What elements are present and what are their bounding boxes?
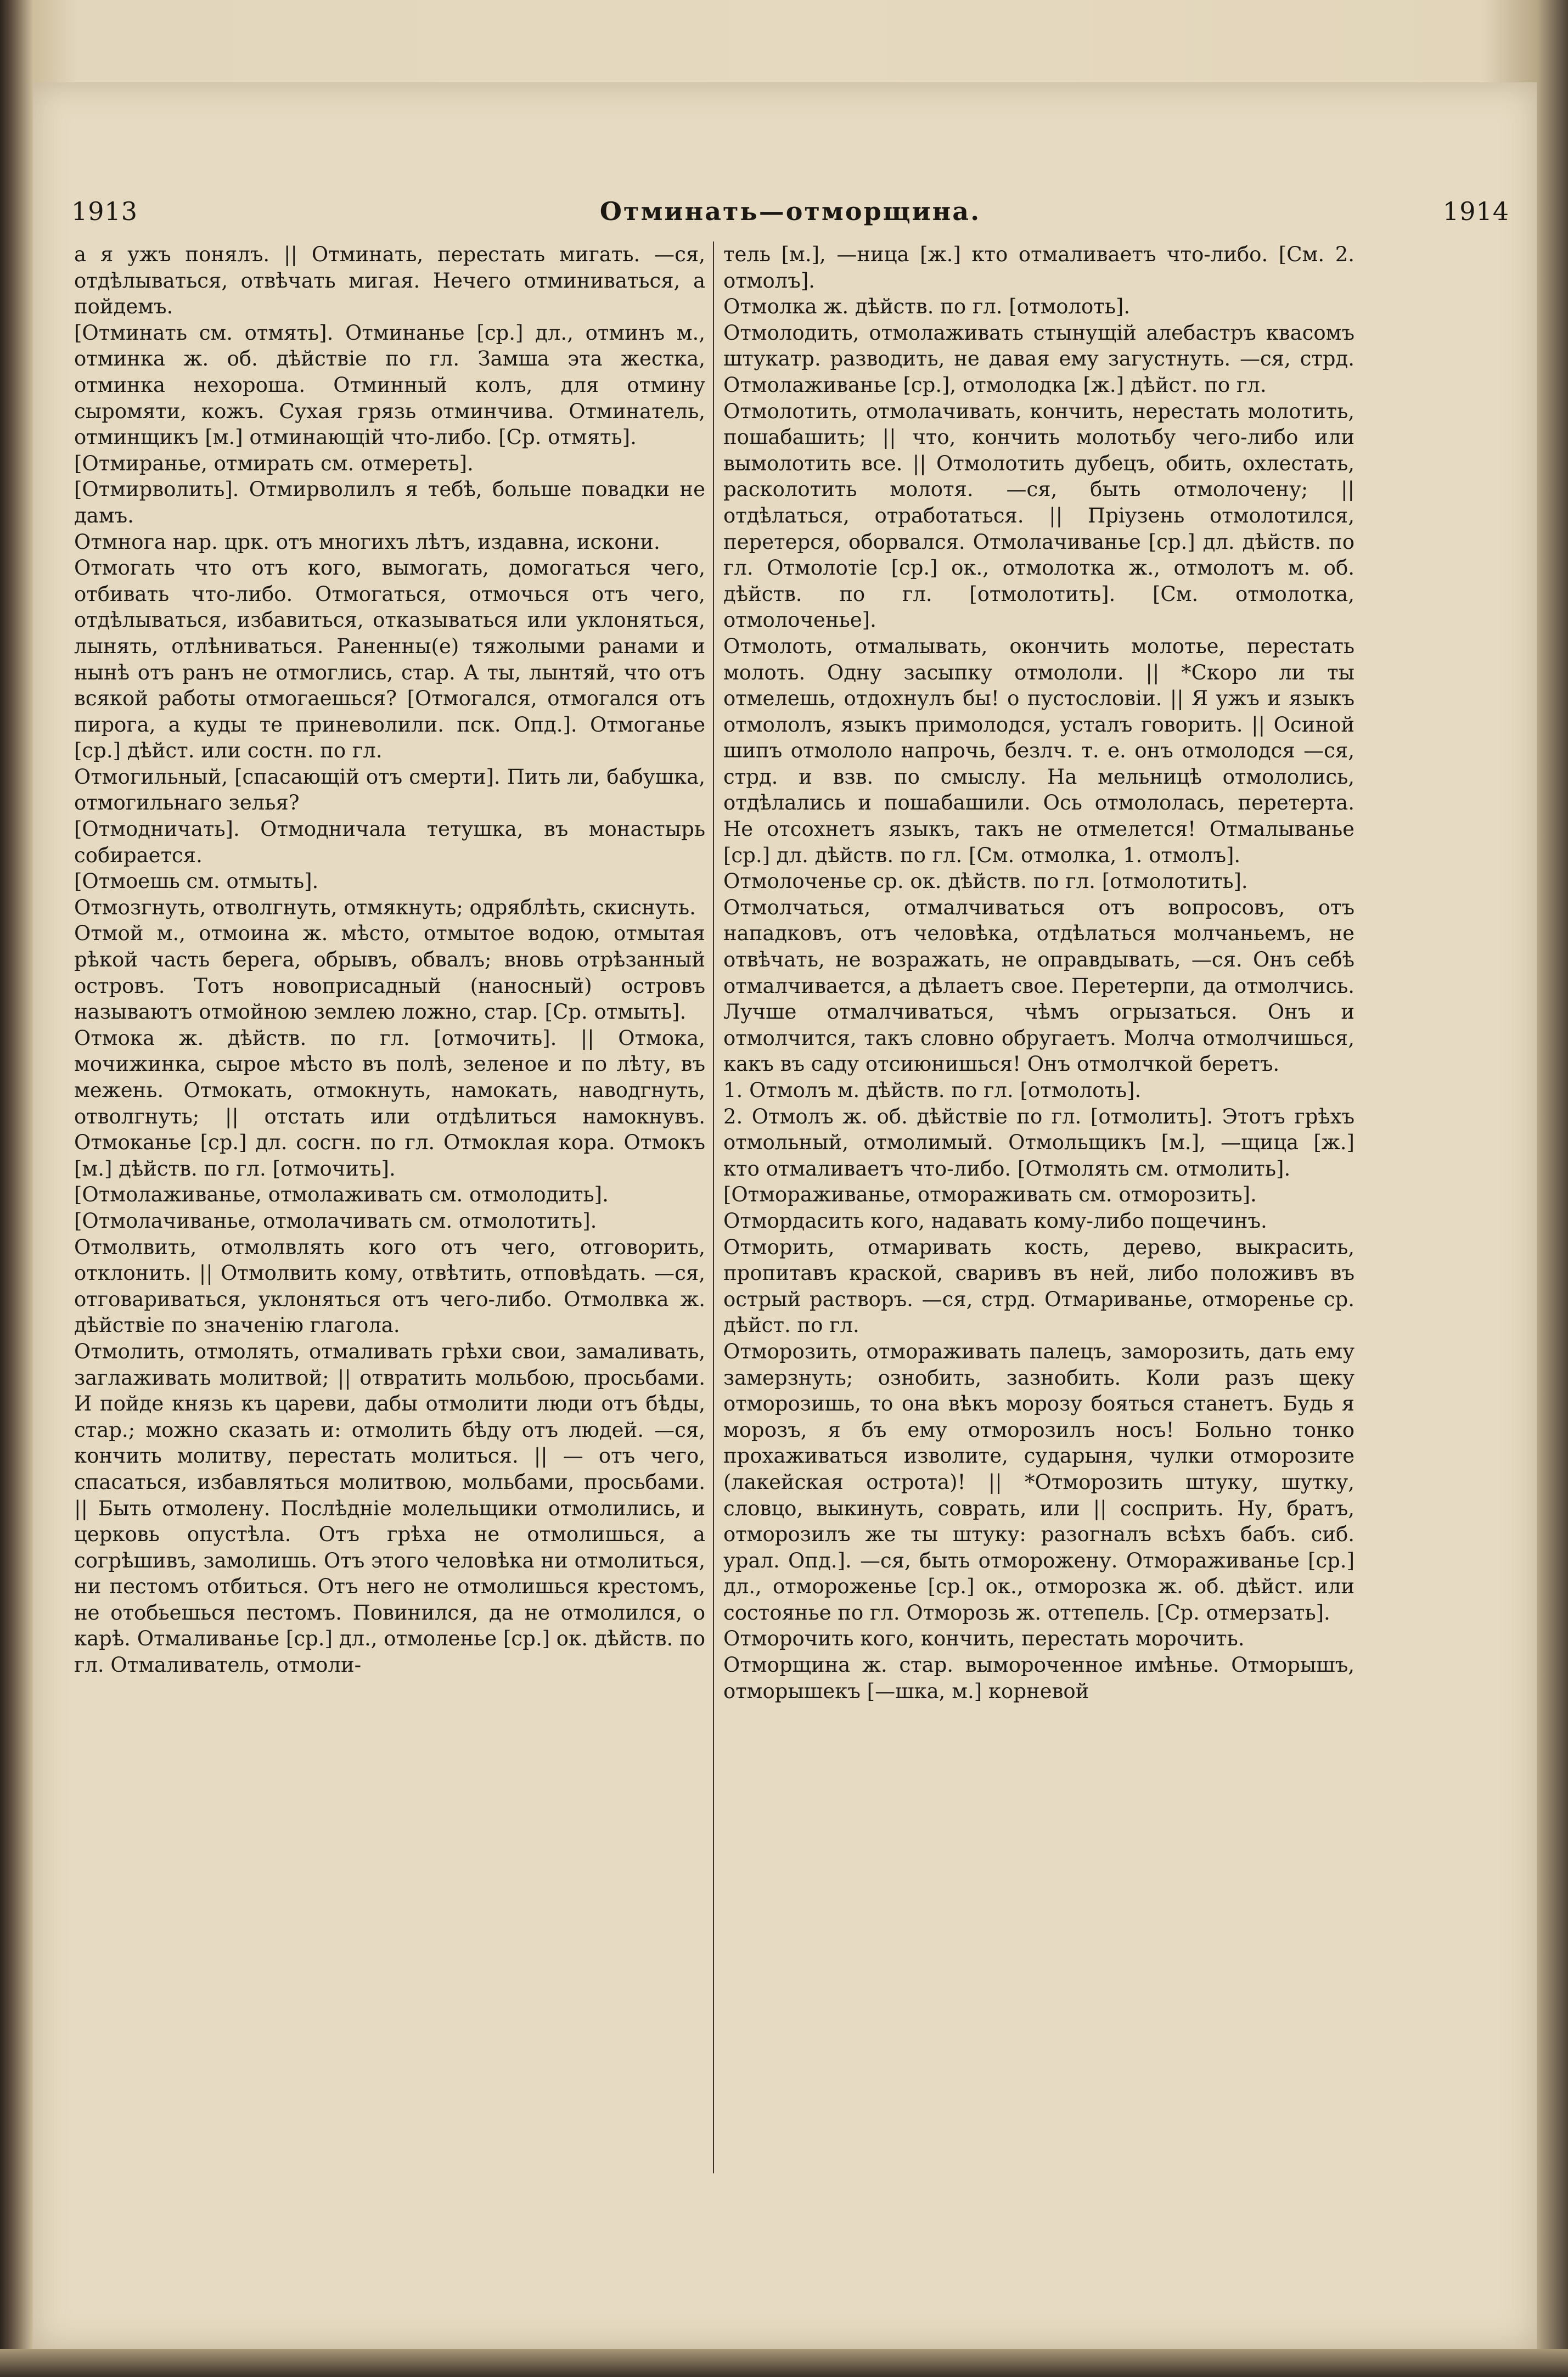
running-title: Отминать—отморщина. (599, 196, 981, 226)
entry: [Отмирволить]. Отмирволилъ я тебѣ, больше повадки не дамъ. (74, 477, 705, 527)
entry: Отмнога нар. црк. отъ многихъ лѣтъ, издавна, искони. (74, 530, 660, 554)
left-column (74, 241, 705, 2173)
entry: Отмолчаться, отмалчиваться отъ вопросовъ, отъ нападковъ, отъ человѣка, отдѣлаться молчаньемъ, не отвѣчать, не возражать, не оправдывать, —ся. Онъ себѣ отмалчивается, а дѣлаетъ свое. Перетерпи, да отмолчись. Лучше отмалчиваться, чѣмъ огрызаться. Онъ и отмолчится, такъ словно обругаетъ. Молча отмолчишься, какъ въ саду отсиюнишься! Онъ отмолчкой беретъ. (723, 895, 1355, 1076)
book-edge (0, 2349, 1568, 2377)
entry: [Отмолачиванье, отмолачивать см. отмолотить]. (74, 1209, 597, 1233)
entry: Отмолотить, отмолачивать, кончить, нерестать молотить, пошабашить; || что, кончить молотьбу чего-либо или вымолотить все. || Отмолотить дубецъ, обить, охлестать, расколотить молотя. —ся, быть отмолочену; || отдѣлаться, отработаться. || Пріузень отмолотился, перетерся, оборвался. Отмолачиванье [ср.] дл. дѣйств. по гл. Отмолотіе [ср.] ок., отмолотка ж., отмолотъ м. об. дѣйств. по гл. [отмолотить]. [См. отмолотка, отмолоченье]. (723, 399, 1355, 632)
entry: тель [м.], —ница [ж.] кто отмаливаетъ что-либо. [См. 2. отмолъ]. (723, 243, 1355, 293)
entry: 1. Отмолъ м. дѣйств. по гл. [отмолоть]. (723, 1078, 1142, 1102)
page-number-left: 1913 (71, 196, 138, 226)
entry: Отморозить, отмораживать палецъ, заморозить, дать ему замерзнуть; ознобить, зазнобить. Коли разъ щеку отморозишь, то она вѣкъ морозу бояться станетъ. Будь я морозъ, я бъ ему отморозилъ носъ! Больно тонко прохаживаться изволите, сударыня, чулки отморозите (лакейская острота)! || *Отморозить штуку, шутку, словцо, выкинуть, соврать, или || сосприть. Ну, братъ, отморозилъ же ты штуку: разогналъ всѣхъ бабъ. сиб. урал. Опд.]. —ся, быть отморожену. Отмораживанье [ср.] дл., отмороженье [ср.] ок., отморозка ж. об. дѣйст. или состоянье по гл. Отморозь ж. оттепель. [Ср. отмерзать]. (723, 1339, 1355, 1625)
entry: Отмолоть, отмалывать, окончить молотье, перестать молоть. Одну засыпку отмололи. || *Скоро ли ты отмелешь, отдохнулъ бы! о пустословіи. || Я ужъ и языкъ отмололъ, языкъ примолодся, усталъ говорить. || Осиной шипъ отмололо напрочь, безлч. т. е. онъ отмолодся —ся, стрд. и взв. по смыслу. На мельницѣ отмололись, отдѣлались и пошабашили. Ось отмололась, перетерта. Не отсохнетъ языкъ, такъ не отмелется! Отмалыванье [ср.] дл. дѣйств. по гл. [См. отмолка, 1. отмолъ]. (723, 634, 1355, 867)
entry: Отмолодить, отмолаживать стынущій алебастръ квасомъ штукатр. разводить, не давая ему загустнуть. —ся, стрд. Отмолаживанье [ср.], отмолодка [ж.] дѣйст. по гл. (723, 321, 1355, 397)
entry: [Отмораживанье, отмораживать см. отморозить]. (723, 1183, 1257, 1207)
entry: [Отмолаживанье, отмолаживать см. отмолодить]. (74, 1183, 609, 1207)
entry: [Отмиранье, отмирать см. отмереть]. (74, 451, 474, 475)
entry: Отморщина ж. стар. вымороченное имѣнье. Отморышъ, отморышекъ [—шка, м.] корневой (723, 1653, 1355, 1703)
entry: Отмой м., отмоина ж. мѣсто, отмытое водою, отмытая рѣкой часть берега, обрывъ, обвалъ; вновь отрѣзанный островъ. Тотъ новоприсадный (наносный) островъ называютъ отмойною землею ложно, стар. [Ср. отмыть]. (74, 921, 705, 1024)
running-header (71, 196, 1509, 235)
column-divider (713, 241, 714, 2173)
entry: Отморочить кого, кончить, перестать морочить. (723, 1627, 1245, 1651)
entry: 2. Отмолъ ж. об. дѣйствіе по гл. [отмолить]. Этотъ грѣхъ отмольный, отмолимый. Отмольщикъ [м.], —щица [ж.] кто отмаливаетъ что-либо. [Отмолять см. отмолить]. (723, 1104, 1355, 1181)
entry: а я ужъ понялъ. || Отминать, перестать мигать. —ся, отдѣлываться, отвѣчать мигая. Нечего отминиваться, а пойдемъ. (74, 243, 705, 319)
entry: [Отминать см. отмять]. Отминанье [ср.] дл., отминъ м., отминка ж. об. дѣйствіе по гл. Замша эта жестка, отминка нехороша. Отминный колъ, для отмину сыромяти, кожъ. Сухая грязь отминчива. Отминатель, отминщикъ [м.] отминающій что-либо. [Ср. отмять]. (74, 321, 705, 449)
entry: Отмолвить, отмолвлять кого отъ чего, отговорить, отклонить. || Отмолвить кому, отвѣтить, отповѣдать. —ся, отговариваться, уклоняться отъ чего-либо. Отмолвка ж. дѣйствіе по значенію глагола. (74, 1235, 705, 1338)
entry: Отмозгнуть, отволгнуть, отмякнуть; одряблѣть, скиснуть. (74, 895, 696, 919)
entry: Отмока ж. дѣйств. по гл. [отмочить]. || Отмока, мочижинка, сырое мѣсто въ полѣ, зеленое и по лѣту, въ межень. Отмокать, отмокнуть, намокать, наводгнуть, отволгнуть; || отстать или отдѣлиться намокнувъ. Отмоканье [ср.] дл. сосгн. по гл. Отмоклая кора. Отмокъ [м.] дѣйств. по гл. [отмочить]. (74, 1026, 705, 1181)
right-column (723, 241, 1355, 2173)
entry: Отмогать что отъ кого, вымогать, домогаться чего, отбивать что-либо. Отмогаться, отмочься отъ чего, отдѣлываться, избавиться, отказываться или уклоняться, лынять, отлѣниваться. Раненны(е) тяжолыми ранами и нынѣ отъ ранъ не отмоглись, стар. А ты, лынтяй, что отъ всякой работы отмогаешься? [Отмогался, отмогался отъ пирога, а куды те приневолили. пск. Опд.]. Отмоганье [ср.] дѣйст. или состн. по гл. (74, 556, 705, 763)
entry: Отмордасить кого, надавать кому-либо пощечинъ. (723, 1209, 1267, 1233)
entry: Отмолить, отмолять, отмаливать грѣхи свои, замаливать, заглаживать молитвой; || отвратить мольбою, просьбами. И пойде князь къ цареви, дабы отмолити люди отъ бѣды, стар.; можно сказать и: отмолить бѣду отъ людей. —ся, кончить молитву, перестать молиться. || — отъ чего, спасаться, избавляться молитвою, мольбами, просьбами. || Быть отмолену. Послѣдніе молельщики отмолились, и церковь опустѣла. Отъ грѣха не отмолишься, а согрѣшивъ, замолишь. Отъ этого человѣка ни отмолиться, ни пестомъ отбиться. Отъ него не отмолишься крестомъ, не отобьешься пестомъ. Повинился, да не отмолился, о карѣ. Отмаливанье [ср.] дл., отмоленье [ср.] ок. дѣйств. по гл. Отмаливатель, отмоли- (74, 1339, 705, 1677)
entry: Отмогильный, [спасающій отъ смерти]. Пить ли, бабушка, отмогильнаго зелья? (74, 765, 705, 815)
entry: Отмолка ж. дѣйств. по гл. [отмолоть]. (723, 295, 1131, 319)
entry: Отмолоченье ср. ок. дѣйств. по гл. [отмолотить]. (723, 869, 1248, 894)
entry: [Отмоешь см. отмыть]. (74, 869, 319, 894)
page-number-right: 1914 (1442, 196, 1509, 226)
entry: Отморить, отмаривать кость, дерево, выкрасить, пропитавъ краской, сваривъ въ ней, либо положивъ въ острый растворъ. —ся, стрд. Отмариванье, отмореньe ср. дѣйст. по гл. (723, 1235, 1355, 1338)
entry: [Отмодничать]. Отмодничала тетушка, въ монастырь собирается. (74, 817, 705, 867)
